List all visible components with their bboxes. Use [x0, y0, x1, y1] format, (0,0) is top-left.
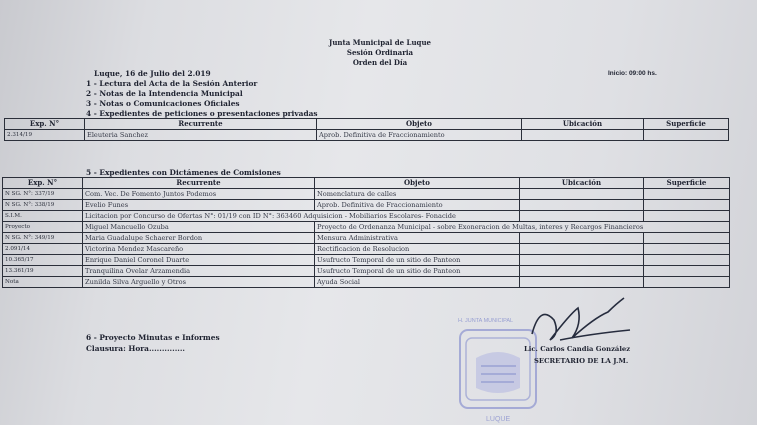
- committee-reports-table: [2, 177, 730, 288]
- cell-exp: N SG. N°: 338/19: [3, 200, 83, 211]
- cell-objeto: Rectificacion de Resolucion: [315, 244, 520, 255]
- agenda-item-4: 4 - Expedientes de peticiones o presentaciones privadas: [86, 109, 318, 118]
- table-row: [3, 189, 730, 200]
- cell-exp: N SG. N°: 337/19: [3, 189, 83, 200]
- col-header-exp: Exp. N°: [3, 178, 83, 189]
- session-type: Sesión Ordinaria: [346, 48, 414, 57]
- cell-objeto: Ayuda Social: [315, 277, 520, 288]
- cell-ubicacion: [520, 233, 644, 244]
- cell-ubicacion: [520, 189, 644, 200]
- stamp-text: H. JUNTA MUNICIPAL: [458, 318, 514, 324]
- private-requests-table: [4, 118, 729, 141]
- table-row: [5, 130, 729, 141]
- cell-superficie: [644, 266, 730, 277]
- table-body: [5, 130, 729, 141]
- cell-recurrente: Victorina Mendez Mascareño: [83, 244, 315, 255]
- col-header-ubicacion: Ubicación: [522, 119, 644, 130]
- cell-exp: 2.091/14: [3, 244, 83, 255]
- table-row: [3, 211, 730, 222]
- cell-objeto: Mensura Administrativa: [315, 233, 520, 244]
- cell-recurrente: Miguel Mancuello Ozuba: [83, 222, 315, 233]
- cell-ubicacion: [520, 277, 644, 288]
- cell-recurrente: Eleuteria Sanchez: [85, 130, 317, 141]
- cell-recurrente: Com. Vec. De Fomento Juntos Podemos: [83, 189, 315, 200]
- col-header-superficie: Superficie: [644, 178, 730, 189]
- section-5-title: 5 - Expedientes con Dictámenes de Comisiones: [86, 168, 281, 177]
- cell-superficie: [644, 255, 730, 266]
- col-header-exp: Exp. N°: [5, 119, 85, 130]
- signer-role: SECRETARIO DE LA J.M.: [534, 357, 629, 365]
- closure-line: Clausura: Hora..............: [86, 344, 185, 353]
- start-time: Inicio: 09:00 hs.: [608, 70, 657, 77]
- agenda-item-3: 3 - Notas o Comunicaciones Oficiales: [86, 99, 240, 108]
- table-body: [3, 189, 730, 288]
- cell-objeto: Usufructo Temporal de un sitio de Panteon: [315, 266, 520, 277]
- table-row: [3, 255, 730, 266]
- cell-superficie: [644, 130, 729, 141]
- cell-superficie: [644, 277, 730, 288]
- agenda-item-1: 1 - Lectura del Acta de la Sesión Anterior: [86, 79, 258, 88]
- col-header-superficie: Superficie: [644, 119, 729, 130]
- council-title: Junta Municipal de Luque: [329, 38, 431, 47]
- cell-ubicacion: [522, 130, 644, 141]
- cell-recurrente: Evelio Funes: [83, 200, 315, 211]
- cell-exp: 10.365/17: [3, 255, 83, 266]
- cell-superficie: [644, 233, 730, 244]
- cell-objeto: Aprob. Definitiva de Fraccionamiento: [317, 130, 522, 141]
- cell-objeto: Aprob. Definitiva de Fraccionamiento: [315, 200, 520, 211]
- cell-exp: N SG. N°: 349/19: [3, 233, 83, 244]
- cell-recurrente: Maria Guadalupe Schaerer Bordon: [83, 233, 315, 244]
- cell-objeto: Usufructo Temporal de un sitio de Panteon: [315, 255, 520, 266]
- cell-exp: S.I.M.: [3, 211, 83, 222]
- cell-ubicacion: [520, 266, 644, 277]
- cell-ubicacion: [520, 244, 644, 255]
- table-row: [3, 266, 730, 277]
- cell-superficie: [644, 244, 730, 255]
- col-header-recurrente: Recurrente: [83, 178, 315, 189]
- cell-ubicacion: [520, 211, 644, 222]
- col-header-ubicacion: Ubicación: [520, 178, 644, 189]
- cell-recurrente: Tranquilina Ovelar Arzamendia: [83, 266, 315, 277]
- agenda-item-2: 2 - Notas de la Intendencia Municipal: [86, 89, 243, 98]
- table-row: [3, 244, 730, 255]
- table-row: [3, 233, 730, 244]
- agenda-item-6: 6 - Proyecto Minutas e Informes: [86, 333, 220, 342]
- cell-recurrente: Licitacion por Concurso de Ofertas N°: 01/19 con ID N°: 363460 Adquisicion - Mobiliarios Escolares- Fonacide: [83, 211, 520, 222]
- cell-superficie: [644, 189, 730, 200]
- stamp-bottom-text: LUQUE: [486, 416, 511, 423]
- cell-superficie: [644, 200, 730, 211]
- cell-exp: 13.361/19: [3, 266, 83, 277]
- signer-name: Lic. Carlos Candia González: [524, 345, 631, 353]
- cell-exp: Proyecto: [3, 222, 83, 233]
- cell-objeto: Proyecto de Ordenanza Municipal - sobre Exoneracion de Multas, interes y Recargos Financieros: [315, 222, 730, 233]
- cell-recurrente: Zunilda Silva Arguello y Otros: [83, 277, 315, 288]
- date-line: Luque, 16 de Julio del 2.019: [94, 69, 211, 78]
- table-header-row: [5, 119, 729, 130]
- table-row: [3, 200, 730, 211]
- table-row: [3, 222, 730, 233]
- cell-exp: Nota: [3, 277, 83, 288]
- cell-recurrente: Enrique Daniel Coronel Duarte: [83, 255, 315, 266]
- cell-objeto: Nomenclatura de calles: [315, 189, 520, 200]
- col-header-objeto: Objeto: [317, 119, 522, 130]
- cell-ubicacion: [520, 255, 644, 266]
- table-header-row: [3, 178, 730, 189]
- table-row: [3, 277, 730, 288]
- cell-superficie: [644, 211, 730, 222]
- col-header-objeto: Objeto: [315, 178, 520, 189]
- col-header-recurrente: Recurrente: [85, 119, 317, 130]
- cell-ubicacion: [520, 200, 644, 211]
- agenda-title: Orden del Día: [352, 58, 408, 67]
- cell-exp: 2.314/19: [5, 130, 85, 141]
